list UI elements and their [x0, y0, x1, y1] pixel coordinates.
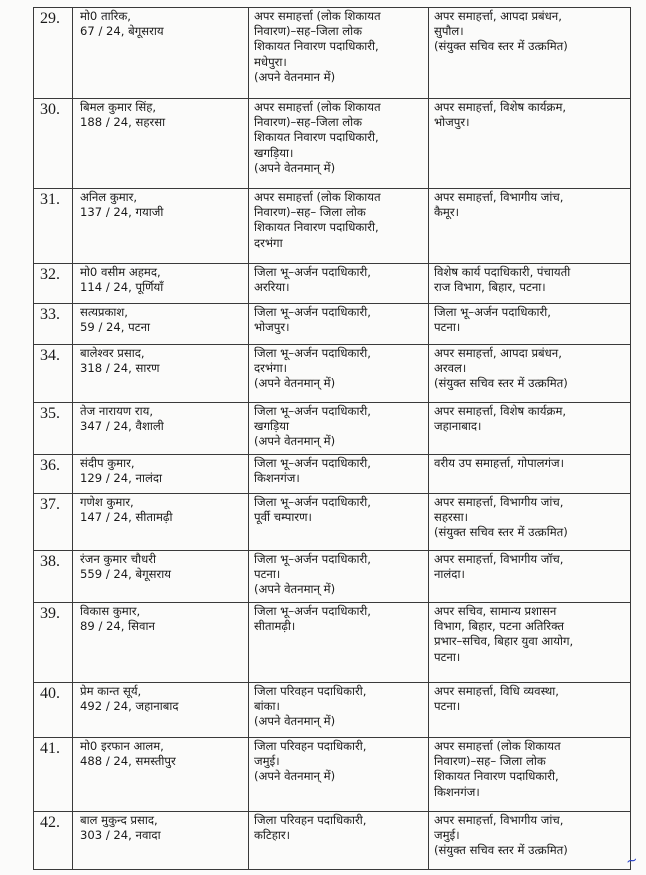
new-posting-cell-line: किशनगंज।	[434, 784, 480, 799]
current-post-cell-line: जमुई।	[254, 754, 280, 769]
new-posting-cell	[429, 345, 631, 403]
current-post-cell-line: जिला भू–अर्जन पदाधिकारी,	[254, 346, 371, 360]
new-posting-cell	[429, 99, 631, 189]
current-post-cell	[249, 812, 429, 870]
serial-number-cell: 30.	[34, 99, 73, 189]
current-post-cell-line: बांका।	[254, 699, 280, 714]
new-posting-cell	[429, 8, 631, 99]
officer-name-cell	[73, 603, 249, 683]
new-posting-cell-line: अपर समाहर्त्ता, विशेष कार्यक्रम,	[434, 404, 567, 418]
current-post-cell-line: (अपने वेतनमान में)	[254, 69, 336, 84]
officer-name-cell-line: सत्यप्रकाश,	[80, 305, 128, 319]
new-posting-cell	[429, 738, 631, 812]
new-posting-cell-line: सुपौल।	[434, 24, 464, 39]
new-posting-cell-line: (संयुक्त सचिव स्तर में उत्क्रमित)	[434, 525, 568, 540]
new-posting-cell-line: अपर समाहर्त्ता, विभागीय जॉच,	[434, 552, 564, 566]
current-post-cell-line: खगड़िया।	[254, 145, 294, 160]
table-row	[34, 264, 631, 304]
current-post-cell	[249, 304, 429, 345]
officer-name-cell-line: 59 / 24, पटना	[80, 320, 151, 335]
officer-name-cell-line: 318 / 24, सारण	[80, 361, 160, 376]
new-posting-cell-line: अपर समाहर्त्ता, आपदा प्रबंधन,	[434, 346, 562, 360]
officer-name-cell	[73, 403, 249, 455]
table-row	[34, 99, 631, 189]
current-post-cell-line: अपर समाहर्त्ता (लोक शिकायत	[254, 190, 381, 204]
table-row	[34, 738, 631, 812]
current-post-cell-line: जिला परिवहन पदाधिकारी,	[254, 739, 367, 753]
new-posting-cell-line: अपर समाहर्त्ता (लोक शिकायत	[434, 739, 561, 753]
serial-number-cell: 39.	[34, 603, 73, 683]
serial-number-cell: 40.	[34, 683, 73, 738]
new-posting-cell-line: पटना।	[434, 320, 461, 335]
new-posting-cell-line: अपर समाहर्त्ता, विभागीय जांच,	[434, 495, 564, 509]
serial-number-cell: 31.	[34, 189, 73, 264]
table-row	[34, 304, 631, 345]
officer-name-cell	[73, 551, 249, 603]
officer-name-cell-line: मो0 तारिक,	[80, 9, 131, 23]
current-post-cell-line: सीतामढ़ी।	[254, 619, 296, 634]
table-row	[34, 189, 631, 264]
new-posting-cell-line: वरीय उप समाहर्त्ता, गोपालगंज।	[434, 456, 565, 470]
officer-name-cell	[73, 304, 249, 345]
officer-name-cell-line: 559 / 24, बेगूसराय	[80, 567, 171, 582]
new-posting-cell	[429, 494, 631, 551]
officer-name-cell	[73, 494, 249, 551]
officer-name-cell-line: 147 / 24, सीतामढ़ी	[80, 510, 173, 525]
table-row	[34, 551, 631, 603]
officer-name-cell	[73, 8, 249, 99]
officer-name-cell-line: मो0 वसीम अहमद,	[80, 265, 161, 279]
officer-name-cell-line: मो0 इरफान आलम,	[80, 739, 164, 753]
serial-number-cell: 37.	[34, 494, 73, 551]
current-post-cell-line: भोजपुर।	[254, 320, 290, 335]
serial-number-cell: 34.	[34, 345, 73, 403]
serial-number-cell: 42.	[34, 812, 73, 870]
new-posting-cell-line: भोजपुर।	[434, 115, 470, 130]
current-post-cell-line: निवारण)–सह–जिला लोक	[254, 24, 363, 39]
new-posting-cell-line: विशेष कार्य पदाधिकारी, पंचायती	[434, 265, 571, 279]
officer-name-cell	[73, 99, 249, 189]
current-post-cell-line: किशनगंज।	[254, 471, 300, 486]
officer-name-cell-line: अनिल कुमार,	[80, 190, 138, 204]
current-post-cell-line: दरभंगा।	[254, 361, 287, 376]
current-post-cell	[249, 494, 429, 551]
officer-name-cell-line: 114 / 24, पूर्णियाँ	[80, 280, 164, 295]
new-posting-cell-line: अपर समाहर्त्ता, विभागीय जांच,	[434, 190, 564, 204]
officer-name-cell-line: 303 / 24, नवादा	[80, 828, 161, 843]
handwritten-mark: ~	[624, 851, 640, 871]
new-posting-cell-line: विभाग, बिहार, पटना अतिरिक्त	[434, 619, 564, 634]
current-post-cell-line: (अपने वेतनमान् में)	[254, 714, 336, 729]
new-posting-cell-line: जहानाबाद।	[434, 419, 482, 434]
table-row	[34, 8, 631, 99]
officer-name-cell-line: प्रेम कान्त सूर्य,	[80, 684, 142, 698]
new-posting-cell	[429, 264, 631, 304]
new-posting-cell	[429, 189, 631, 264]
officer-name-cell-line: गणेश कुमार,	[80, 495, 134, 509]
current-post-cell	[249, 403, 429, 455]
new-posting-cell-line: जमुई।	[434, 828, 460, 843]
new-posting-cell-line: (संयुक्त सचिव स्तर में उत्क्रमित)	[434, 843, 568, 858]
new-posting-cell-line: सहरसा।	[434, 510, 468, 525]
new-posting-cell-line: प्रभार–सचिव, बिहार युवा आयोग,	[434, 634, 574, 649]
officer-name-cell-line: 488 / 24, समस्तीपुर	[80, 754, 176, 769]
table-row	[34, 812, 631, 870]
new-posting-cell	[429, 403, 631, 455]
officer-name-cell	[73, 455, 249, 494]
new-posting-cell-line: अपर समाहर्त्ता, विधि व्यवस्था,	[434, 684, 559, 698]
current-post-cell-line: कटिहार।	[254, 828, 291, 843]
officer-name-cell-line: बालेश्वर प्रसाद,	[80, 346, 145, 360]
officer-name-cell-line: तेज नारायण राय,	[80, 404, 154, 418]
current-post-cell-line: शिकायत निवारण पदाधिकारी,	[254, 220, 379, 235]
current-post-cell-line: मधेपुरा।	[254, 54, 287, 69]
current-post-cell-line: शिकायत निवारण पदाधिकारी,	[254, 130, 379, 145]
new-posting-cell-line: नालंदा।	[434, 567, 465, 582]
officer-name-cell	[73, 738, 249, 812]
current-post-cell-line: (अपने वेतनमान् में)	[254, 582, 336, 597]
current-post-cell-line: जिला परिवहन पदाधिकारी,	[254, 813, 367, 827]
current-post-cell-line: जिला परिवहन पदाधिकारी,	[254, 684, 367, 698]
current-post-cell-line: (अपने वेतनमान् में)	[254, 769, 336, 784]
current-post-cell-line: अररिया।	[254, 280, 290, 295]
current-post-cell-line: जिला भू–अर्जन पदाधिकारी,	[254, 552, 371, 566]
officer-name-cell-line: 188 / 24, सहरसा	[80, 115, 166, 130]
current-post-cell-line: पूर्वी चम्पारण।	[254, 510, 312, 525]
current-post-cell-line: दरभंगा	[254, 235, 283, 250]
officer-name-cell-line: संदीप कुमार,	[80, 456, 135, 470]
table-row	[34, 345, 631, 403]
new-posting-cell	[429, 304, 631, 345]
current-post-cell-line: अपर समाहर्त्ता (लोक शिकायत	[254, 9, 381, 23]
current-post-cell	[249, 189, 429, 264]
current-post-cell-line: जिला भू–अर्जन पदाधिकारी,	[254, 495, 371, 509]
officer-name-cell-line: 89 / 24, सिवान	[80, 619, 155, 634]
officer-name-cell-line: 67 / 24, बेगूसराय	[80, 24, 164, 39]
current-post-cell-line: पटना।	[254, 567, 281, 582]
current-post-cell	[249, 8, 429, 99]
officer-name-cell	[73, 189, 249, 264]
current-post-cell	[249, 738, 429, 812]
new-posting-cell	[429, 683, 631, 738]
current-post-cell-line: निवारण)–सह–जिला लोक	[254, 115, 363, 130]
table-row	[34, 494, 631, 551]
officer-name-cell	[73, 264, 249, 304]
serial-number-cell: 41.	[34, 738, 73, 812]
new-posting-cell	[429, 603, 631, 683]
serial-number-cell: 32.	[34, 264, 73, 304]
new-posting-cell-line: कैमूर।	[434, 205, 459, 220]
officer-name-cell-line: रंजन कुमार चौधरी	[80, 552, 156, 566]
current-post-cell-line: निवारण)–सह– जिला लोक	[254, 205, 366, 220]
current-post-cell-line: (अपने वेतनमान् में)	[254, 376, 336, 391]
transfer-posting-table	[33, 7, 631, 870]
officer-name-cell-line: बाल मुकुन्द प्रसाद,	[80, 813, 158, 827]
current-post-cell-line: (अपने वेतनमान् में)	[254, 160, 336, 175]
current-post-cell	[249, 603, 429, 683]
table-row	[34, 403, 631, 455]
new-posting-cell	[429, 551, 631, 603]
serial-number-cell: 38.	[34, 551, 73, 603]
current-post-cell-line: जिला भू–अर्जन पदाधिकारी,	[254, 305, 371, 319]
current-post-cell-line: (अपने वेतनमान् में)	[254, 434, 336, 449]
serial-number-cell: 36.	[34, 455, 73, 494]
officer-name-cell-line: विकास कुमार,	[80, 604, 141, 618]
current-post-cell-line: खगड़िया	[254, 419, 289, 434]
new-posting-cell-line: अपर सचिव, सामान्य प्रशासन	[434, 604, 557, 618]
new-posting-cell	[429, 455, 631, 494]
officer-name-cell-line: 129 / 24, नालंदा	[80, 471, 162, 486]
officer-name-cell-line: 492 / 24, जहानाबाद	[80, 699, 179, 714]
new-posting-cell-line: पटना।	[434, 699, 461, 714]
table-row	[34, 603, 631, 683]
current-post-cell-line: जिला भू–अर्जन पदाधिकारी,	[254, 456, 371, 470]
current-post-cell	[249, 551, 429, 603]
table-row	[34, 683, 631, 738]
new-posting-cell-line: पटना।	[434, 649, 461, 664]
current-post-cell-line: जिला भू–अर्जन पदाधिकारी,	[254, 265, 371, 279]
officer-name-cell	[73, 345, 249, 403]
current-post-cell-line: जिला भू–अर्जन पदाधिकारी,	[254, 604, 371, 618]
current-post-cell	[249, 264, 429, 304]
serial-number-cell: 33.	[34, 304, 73, 345]
new-posting-cell-line: शिकायत निवारण पदाधिकारी,	[434, 769, 559, 784]
officer-name-cell	[73, 812, 249, 870]
new-posting-cell-line: (संयुक्त सचिव स्तर में उत्क्रमित)	[434, 39, 568, 54]
officer-name-cell-line: बिमल कुमार सिंह,	[80, 100, 157, 114]
current-post-cell-line: जिला भू–अर्जन पदाधिकारी,	[254, 404, 371, 418]
new-posting-cell	[429, 812, 631, 870]
new-posting-cell-line: (संयुक्त सचिव स्तर में उत्क्रमित)	[434, 376, 568, 391]
new-posting-cell-line: अपर समाहर्त्ता, आपदा प्रबंधन,	[434, 9, 562, 23]
serial-number-cell: 35.	[34, 403, 73, 455]
table-row	[34, 455, 631, 494]
current-post-cell	[249, 683, 429, 738]
new-posting-cell-line: अपर समाहर्त्ता, विभागीय जांच,	[434, 813, 564, 827]
current-post-cell-line: अपर समाहर्त्ता (लोक शिकायत	[254, 100, 381, 114]
serial-number-cell: 29.	[34, 8, 73, 99]
officer-name-cell-line: 137 / 24, गयाजी	[80, 205, 164, 220]
new-posting-cell-line: निवारण)–सह– जिला लोक	[434, 754, 546, 769]
new-posting-cell-line: राज विभाग, बिहार, पटना।	[434, 280, 546, 295]
current-post-cell	[249, 455, 429, 494]
officer-name-cell-line: 347 / 24, वैशाली	[80, 419, 164, 434]
new-posting-cell-line: जिला भू–अर्जन पदाधिकारी,	[434, 305, 551, 319]
officer-name-cell	[73, 683, 249, 738]
current-post-cell-line: शिकायत निवारण पदाधिकारी,	[254, 39, 379, 54]
current-post-cell	[249, 99, 429, 189]
new-posting-cell-line: अरवल।	[434, 361, 467, 376]
current-post-cell	[249, 345, 429, 403]
new-posting-cell-line: अपर समाहर्त्ता, विशेष कार्यक्रम,	[434, 100, 567, 114]
